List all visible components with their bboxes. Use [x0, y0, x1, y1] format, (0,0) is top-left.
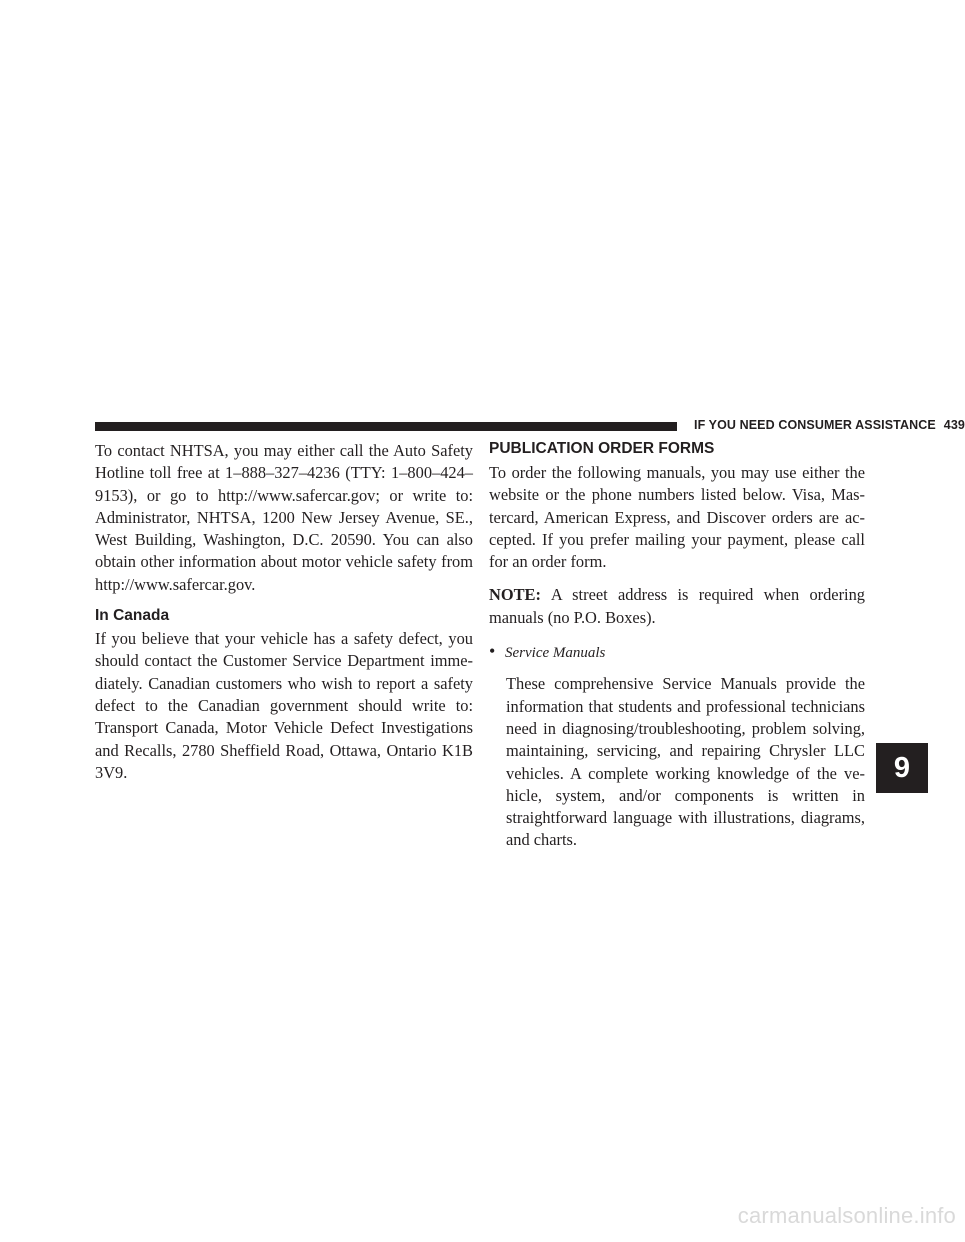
text-line: tercard, American Express, and Discover orders are ac- [489, 507, 865, 527]
text-line: http://www.safercar.gov. [95, 574, 256, 594]
text-line: 9153), or go to http://www.safercar.gov; or write to: [95, 485, 473, 505]
text-line: West Building, Washington, D.C. 20590. You can also [95, 530, 473, 550]
bullet-icon: • [489, 641, 496, 662]
text-line: obtain other information about motor vehicle safety from [95, 552, 473, 572]
text-line: need in diagnosing/troubleshooting, problem solving, [506, 718, 865, 738]
nhtsa-contact-paragraph [95, 440, 473, 596]
text-line: hicle, system, and/or components is written in [506, 785, 865, 805]
text-line: straightforward language with illustrations, diagrams, [506, 808, 865, 828]
text-line: maintaining, servicing, and repairing Chrysler LLC [506, 741, 865, 761]
canada-paragraph [95, 628, 473, 784]
text-line: manuals (no P.O. Boxes). [489, 607, 656, 627]
service-manuals-paragraph [506, 673, 865, 851]
text-line: and charts. [506, 830, 577, 850]
text-line: website or the phone numbers listed below. Visa, Mas- [489, 485, 865, 505]
text-line: Transport Canada, Motor Vehicle Defect Investigations [95, 718, 473, 738]
right-column [489, 440, 865, 852]
text-line: A street address is required when ordering [550, 585, 865, 605]
order-intro-paragraph [489, 462, 865, 573]
text-line: vehicles. A complete working knowledge of the ve- [506, 763, 865, 783]
text-line: diately. Canadian customers who wish to report a safety [95, 673, 473, 693]
chapter-tab [876, 743, 928, 793]
bullet-item [489, 640, 865, 664]
note-label: NOTE: [489, 585, 541, 605]
section-title: IF YOU NEED CONSUMER ASSISTANCE [694, 418, 936, 432]
watermark-text: carmanualsonline.info [737, 1203, 956, 1228]
text-line: defect to the Canadian government should write to: [95, 695, 473, 715]
running-header [694, 418, 965, 432]
text-line: Administrator, NHTSA, 1200 New Jersey Avenue, SE., [95, 507, 473, 527]
note-first-line [489, 584, 865, 606]
text-line: Hotline toll free at 1–888–327–4236 (TTY: 1–800–424– [95, 463, 473, 483]
text-line: To contact NHTSA, you may either call the Auto Safety [95, 441, 473, 460]
left-column [95, 440, 473, 784]
chapter-number: 9 [893, 751, 911, 784]
text-line: information that students and professional technicians [506, 696, 865, 716]
publication-order-heading: PUBLICATION ORDER FORMS [489, 440, 715, 457]
text-line: and Recalls, 2780 Sheffield Road, Ottawa, Ontario K1B [95, 740, 473, 760]
canada-heading: In Canada [95, 607, 170, 625]
text-line: To order the following manuals, you may use either the [489, 463, 865, 482]
text-line: should contact the Customer Service Department imme- [95, 651, 473, 671]
bullet-label: Service Manuals [505, 645, 606, 662]
text-line: cepted. If you prefer mailing your payment, please call [489, 529, 865, 549]
page-number: 439 [943, 418, 965, 432]
watermark [0, 1203, 960, 1229]
header-rule [95, 422, 677, 431]
text-line: for an order form. [489, 552, 607, 572]
text-line: 3V9. [95, 762, 128, 782]
text-line: If you believe that your vehicle has a safety defect, you [95, 629, 473, 649]
text-line: These comprehensive Service Manuals provide the [506, 674, 865, 694]
note-paragraph [489, 584, 865, 629]
